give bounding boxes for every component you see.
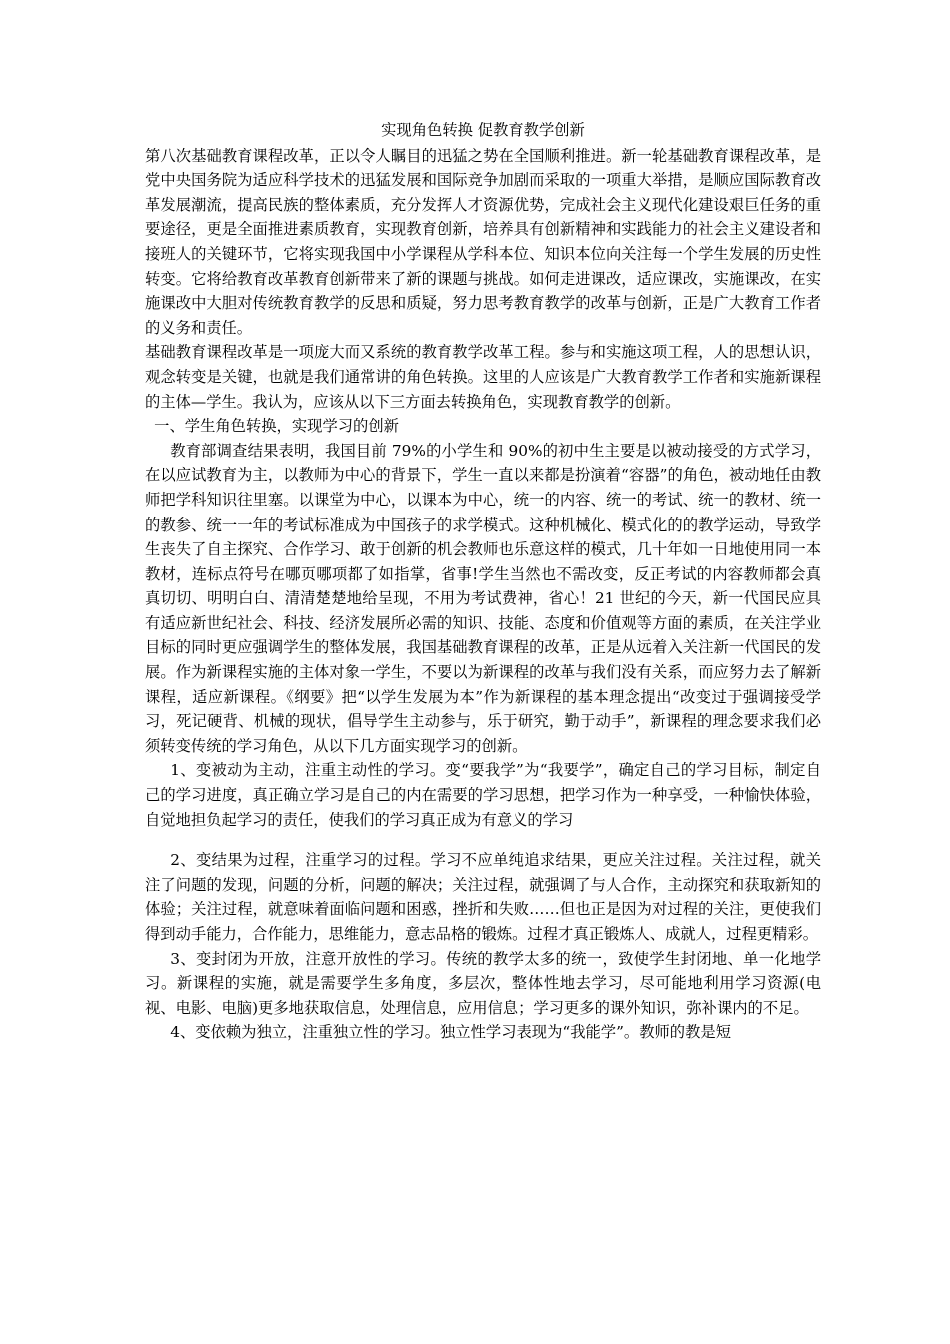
- intro-paragraph-1: 第八次基础教育课程改革，正以令人瞩目的迅猛之势在全国顺利推进。新一轮基础教育课程改革，是党中央国务院为适应科学技术的迅猛发展和国际竞争加剧而采取的一项重大举措，是顺应国际教育改革发展潮流，提高民族的整体素质，充分发挥人才资源优势，完成社会主义现代化建设艰巨任务的重要途径，更是全面推进素质教育，实现教育创新，培养具有创新精神和实践能力的社会主义建设者和接班人的关键环节，它将实现我国中小学课程从学科本位、知识本位向关注每一个学生发展的历史性转变。它将给教育改革教育创新带来了新的课题与挑战。如何走进课改，适应课改，实施课改，在实施课改中大胆对传统教育教学的反思和质疑，努力思考教育教学的改革与创新，正是广大教育工作者的义务和责任。: [145, 146, 821, 337]
- list-item-1: 1、变被动为主动，注重主动性的学习。变“要我学”为“我要学”，确定自己的学习目标，制定自己的学习进度，真正确立学习是自己的内在需要的学习思想，把学习作为一种享受，一种愉快体验，自觉地担负起学习的责任，使我们的学习真正成为有意义的学习: [145, 761, 821, 829]
- list-item-4: 4、变依赖为独立，注重独立性的学习。独立性学习表现为“我能学”。教师的教是短: [170, 1023, 731, 1042]
- list-item-3: 3、变封闭为开放，注意开放性的学习。传统的教学太多的统一，致使学生封闭地、单一化地学习。新课程的实施，就是需要学生多角度，多层次，整体性地去学习，尽可能地利用学习资源(电视、电影、电脑)更多地获取信息，处理信息，应用信息；学习更多的课外知识，弥补课内的不足。: [145, 949, 821, 1017]
- intro-paragraph-2: 基础教育课程改革是一项庞大而又系统的教育教学改革工程。参与和实施这项工程，人的思想认识，观念转变是关键，也就是我们通常讲的角色转换。这里的人应该是广大教育教学工作者和实施新课程的主体—学生。我认为，应该从以下三方面去转换角色，实现教育教学的创新。: [145, 343, 821, 411]
- document-title: 实现角色转换 促教育教学创新: [381, 121, 585, 139]
- section-1-heading: 一、学生角色转换，实现学习的创新: [154, 417, 399, 436]
- paragraph-gap: [145, 832, 821, 848]
- section-1-body: 教育部调查结果表明，我国目前 79%的小学生和 90%的初中生主要是以被动接受的方式学习，在以应试教育为主，以教师为中心的背景下，学生一直以来都是扮演着“容器”的角色，被动地任由教师把学科知识往里塞。以课堂为中心，以课本为中心，统一的内容、统一的考试、统一的教材、统一的教参、统一一年的考试标准成为中国孩子的求学模式。这种机械化、模式化的的教学运动，导致学生丧失了自主探究、合作学习、敢于创新的机会教师也乐意这样的模式，几十年如一日地使用同一本教材，连标点符号在哪页哪项都了如指掌，省事!学生当然也不需改变，反正考试的内容教师都会真真切切、明明白白、清清楚楚地给呈现，不用为考试费神，省心！21 世纪的今天，新一代国民应具有适应新世纪社会、科技、经济发展所必需的知识、技能、态度和价值观等方面的素质，在关注学业目标的同时更应强调学生的整体发展，我国基础教育课程的改革，正是从远着入关注新一代国民的发展。作为新课程实施的主体对象一学生，不要以为新课程的改革与我们没有关系，而应努力去了解新课程，适应新课程。《纲要》把“以学生发展为本”作为新课程的基本理念提出“改变过于强调接受学习，死记硬背、机械的现状，倡导学生主动参与，乐于研究，勤于动手”，新课程的理念要求我们必须转变传统的学习角色，从以下几方面实现学习的创新。: [145, 441, 821, 755]
- list-item-2: 2、变结果为过程，注重学习的过程。学习不应单纯追求结果，更应关注过程。关注过程，就关注了问题的发现，问题的分析，问题的解决；关注过程，就强调了与人合作，主动探究和获取新知的体验；关注过程，就意味着面临问题和困惑，挫折和失败……但也正是因为对过程的关注，更使我们得到动手能力，合作能力，思维能力，意志品格的锻炼。过程才真正锻炼人、成就人，过程更精彩。: [145, 851, 821, 943]
- document-page: [145, 118, 821, 1045]
